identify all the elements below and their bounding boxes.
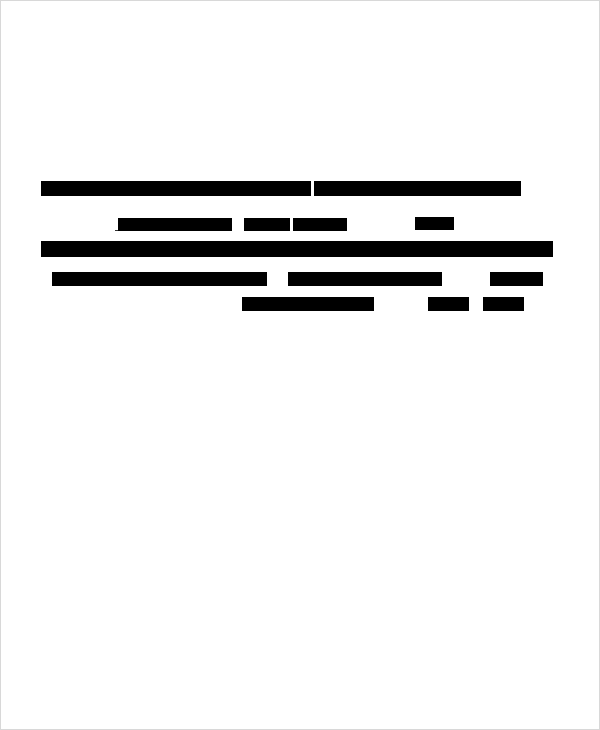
zip-field[interactable]	[490, 272, 543, 286]
birth-day-field[interactable]	[244, 218, 290, 231]
address-field[interactable]	[41, 241, 553, 257]
from-date-field[interactable]	[428, 297, 469, 311]
birth-year-field[interactable]	[293, 218, 347, 231]
activity-field[interactable]	[242, 297, 374, 311]
last-name-field[interactable]	[314, 181, 521, 196]
to-date-field[interactable]	[483, 297, 524, 311]
city-field[interactable]	[52, 272, 267, 286]
state-field[interactable]	[288, 272, 442, 286]
age-field[interactable]	[415, 217, 454, 230]
first-name-field[interactable]	[41, 181, 263, 196]
birth-month-field[interactable]	[118, 218, 232, 231]
middle-initial-field[interactable]	[254, 181, 311, 196]
